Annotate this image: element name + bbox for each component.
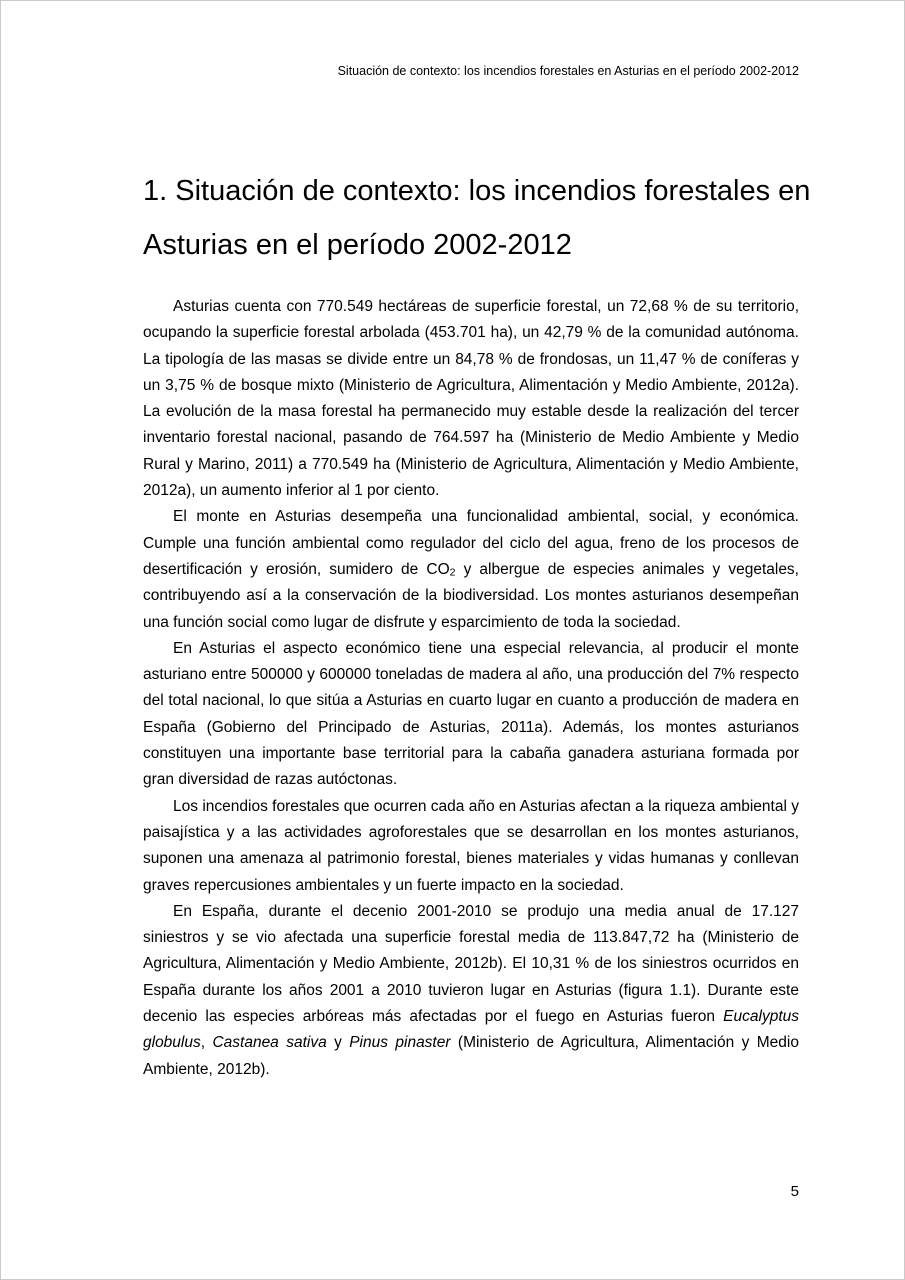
chapter-title <box>143 164 811 272</box>
species-name-pinus: Pinus pinaster <box>349 1034 451 1052</box>
co2-subscript: 2 <box>449 566 456 579</box>
paragraph-5-text-end: (Ministerio de Agricultura, Alimentación y Medio Ambiente, 2012b). <box>143 1034 799 1078</box>
body-text <box>143 294 799 1083</box>
paragraph-5-sep-2: y <box>326 1034 350 1052</box>
paragraph-4: Los incendios forestales que ocurren cada año en Asturias afectan a la riqueza ambiental y paisajística y a las actividades agroforestales que se desarrollan en los montes asturianos, suponen una amenaza al patrimonio forestal, bienes materiales y vidas humanas y conllevan graves repercusiones ambientales y un fuerte impacto en la sociedad. <box>143 797 799 894</box>
paragraph-2 <box>143 504 799 635</box>
species-name-eucalyptus: Eucalyptus globulus <box>143 1008 799 1052</box>
species-name-castanea: Castanea sativa <box>212 1034 327 1052</box>
page-number: 5 <box>790 1183 799 1200</box>
paragraph-3: En Asturias el aspecto económico tiene una especial relevancia, al producir el monte asturiano entre 500000 y 600000 toneladas de madera al año, una producción del 7% respecto del total nacional, lo que sitúa a Asturias en cuarto lugar en cuanto a producción de madera en España (Gobierno del Principado de Asturias, 2011a). Además, los montes asturianos constituyen una importante base territorial para la cabaña ganadera asturiana formada por gran diversidad de razas autóctonas. <box>143 639 799 789</box>
running-header: Situación de contexto: los incendios forestales en Asturias en el período 2002-2012 <box>337 64 799 78</box>
paragraph-5-sep-1: , <box>200 1034 213 1052</box>
paragraph-5-text: En España, durante el decenio 2001-2010 se produjo una media anual de 17.127 siniestros y se vio afectada una superficie forestal media de 113.847,72 ha (Ministerio de Agricultura, Alimentación y Medio Ambiente, 2012b). El 10,31 % de los siniestros ocurridos en España durante los años 2001 a 2010 tuvieron lugar en Asturias (figura 1.1). Durante este decenio las especies arbóreas más afectadas por el fuego en Asturias fueron <box>143 902 799 1026</box>
paragraph-5 <box>143 899 799 1083</box>
chapter-title-line-1: 1. Situación de contexto: los incendios forestales en <box>143 175 811 207</box>
paragraph-1: Asturias cuenta con 770.549 hectáreas de superficie forestal, un 72,68 % de su territorio, ocupando la superficie forestal arbolada (453.701 ha), un 42,79 % de la comunidad autónoma. La tipología de las masas se divide entre un 84,78 % de frondosas, un 11,47 % de coníferas y un 3,75 % de bosque mixto (Ministerio de Agricultura, Alimentación y Medio Ambiente, 2012a). La evolución de la masa forestal ha permanecido muy estable desde la realización del tercer inventario forestal nacional, pasando de 764.597 ha (Ministerio de Medio Ambiente y Medio Rural y Marino, 2011) a 770.549 ha (Ministerio de Agricultura, Alimentación y Medio Ambiente, 2012a), un aumento inferior al 1 por ciento. <box>143 298 799 500</box>
paragraph-2-text-cont: y albergue de especies animales y vegetales, contribuyendo así a la conservación de la biodiversidad. Los montes asturianos desempeñan una función social como lugar de disfrute y esparcimiento de toda la sociedad. <box>143 560 799 631</box>
chapter-title-line-2: Asturias en el período 2002-2012 <box>143 229 572 261</box>
paragraph-2-text: El monte en Asturias desempeña una funcionalidad ambiental, social, y económica. Cumple una función ambiental como regulador del ciclo del agua, freno de los procesos de desertificación y erosión, sumidero de CO <box>143 508 799 578</box>
